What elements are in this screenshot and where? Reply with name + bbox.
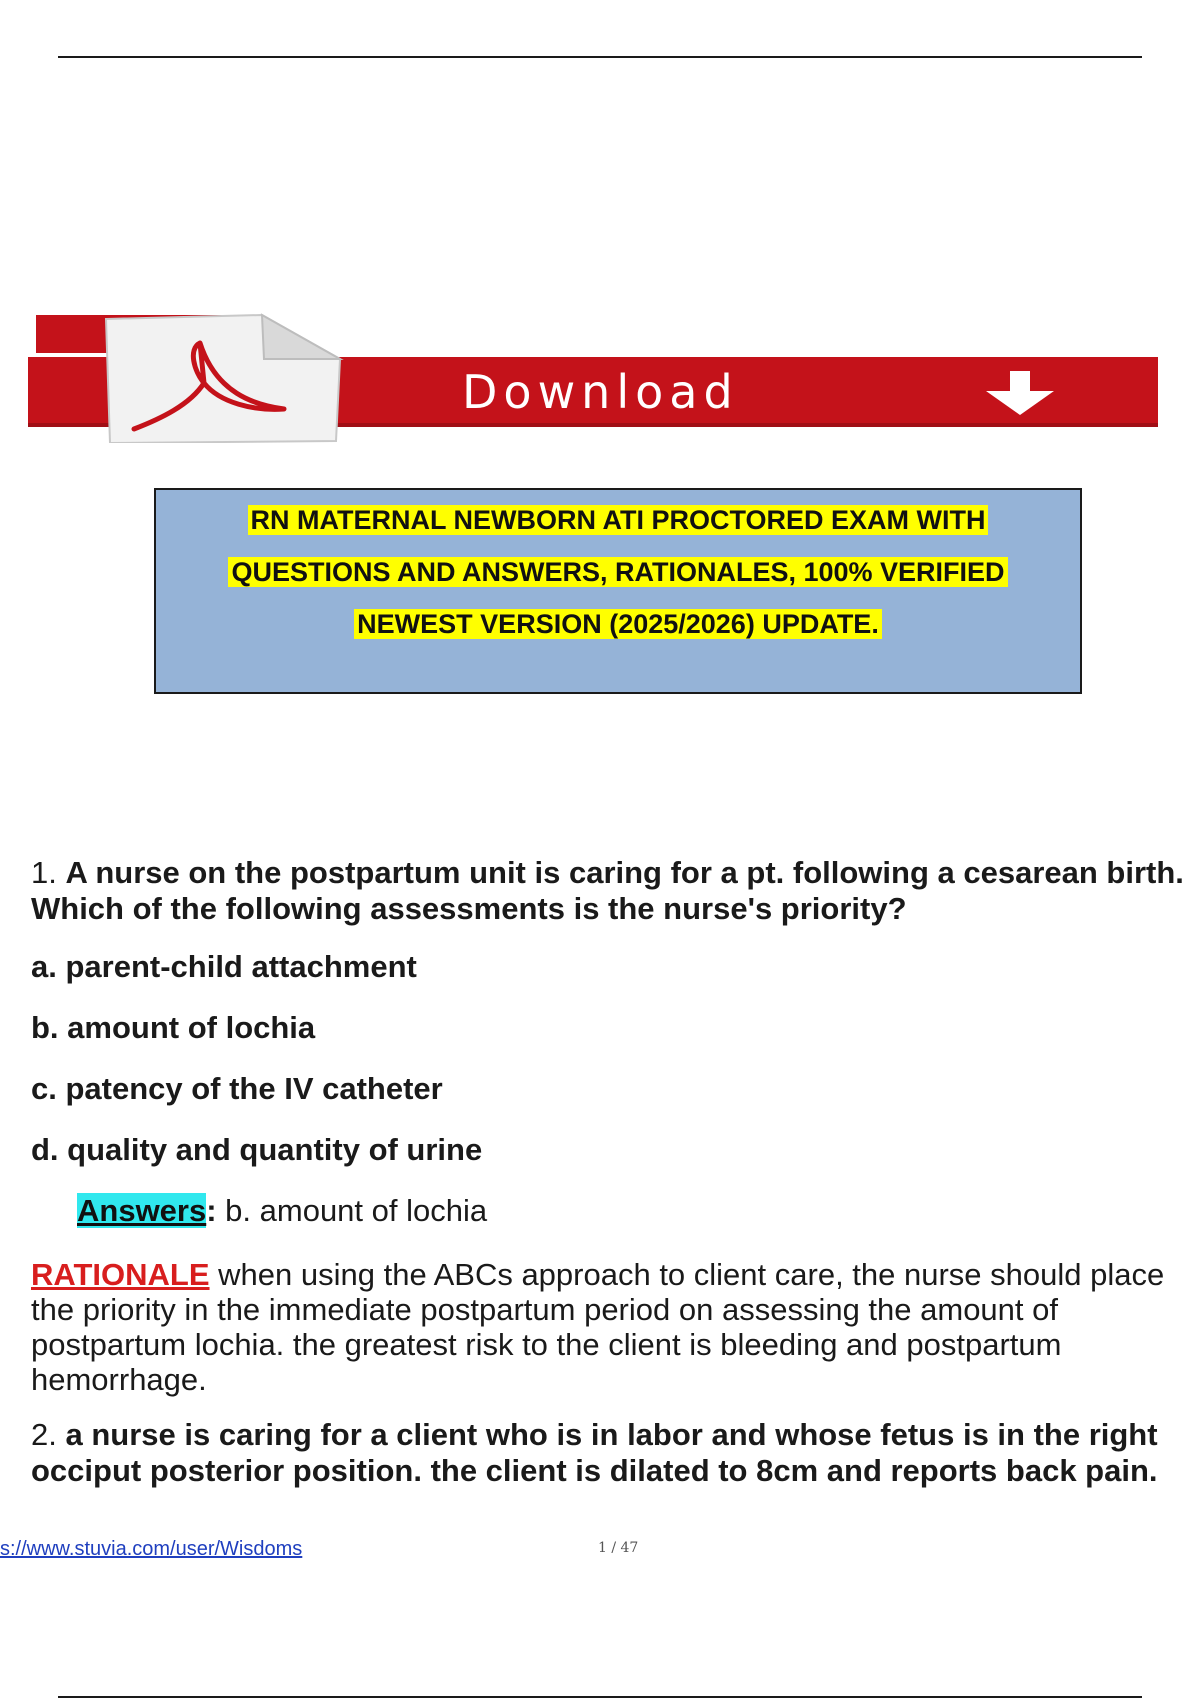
pdf-download-banner[interactable] <box>0 305 1200 450</box>
answer-line <box>77 1193 1200 1257</box>
answer-label: Answers <box>77 1193 207 1228</box>
title-line-3: NEWEST VERSION (2025/2026) UPDATE. <box>354 609 882 639</box>
rationale-label: RATIONALE <box>31 1257 210 1292</box>
question-2-line-2: occiput posterior position. the client is dilated to 8cm and reports back pain. <box>31 1453 1158 1488</box>
question-2-line-1: a nurse is caring for a client who is in labor and whose fetus is in the right <box>65 1417 1158 1452</box>
bottom-rule <box>58 1696 1142 1698</box>
rationale-line-4: hemorrhage. <box>31 1362 207 1397</box>
top-rule <box>58 56 1142 58</box>
title-line-1: RN MATERNAL NEWBORN ATI PROCTORED EXAM WITH <box>248 505 989 535</box>
question-1-options <box>31 949 1200 1193</box>
page-number: 1 / 47 <box>598 1540 639 1556</box>
question-1-number: 1. <box>31 855 57 890</box>
question-1-line-1: A nurse on the postpartum unit is caring for a pt. following a cesarean birth. <box>65 855 1184 890</box>
answer-text: b. amount of lochia <box>216 1193 488 1228</box>
title-line-2: QUESTIONS AND ANSWERS, RATIONALES, 100% VERIFIED <box>228 557 1007 587</box>
question-2 <box>31 1417 1200 1453</box>
rationale-line-1: when using the ABCs approach to client care, the nurse should place <box>209 1257 1165 1292</box>
rationale-line-2: the priority in the immediate postpartum period on assessing the amount of <box>31 1292 1058 1327</box>
title-box <box>154 488 1082 694</box>
rationale-line-3: postpartum lochia. the greatest risk to the client is bleeding and postpartum <box>31 1327 1062 1362</box>
question-1 <box>31 855 1200 891</box>
question-1-line-2: Which of the following assessments is the nurse's priority? <box>31 891 907 926</box>
option-b: b. amount of lochia <box>31 1010 316 1045</box>
pdf-document-icon <box>104 313 344 443</box>
option-d: d. quality and quantity of urine <box>31 1132 483 1167</box>
question-2-number: 2. <box>31 1417 57 1452</box>
question-content <box>31 855 1200 1489</box>
download-label: Download <box>462 365 739 419</box>
rationale <box>31 1257 1200 1397</box>
option-c: c. patency of the IV catheter <box>31 1071 443 1106</box>
download-arrow-icon <box>978 367 1060 417</box>
option-a: a. parent-child attachment <box>31 949 417 984</box>
footer-link[interactable]: s://www.stuvia.com/user/Wisdoms <box>0 1538 303 1560</box>
answer-separator: : <box>206 1193 217 1228</box>
